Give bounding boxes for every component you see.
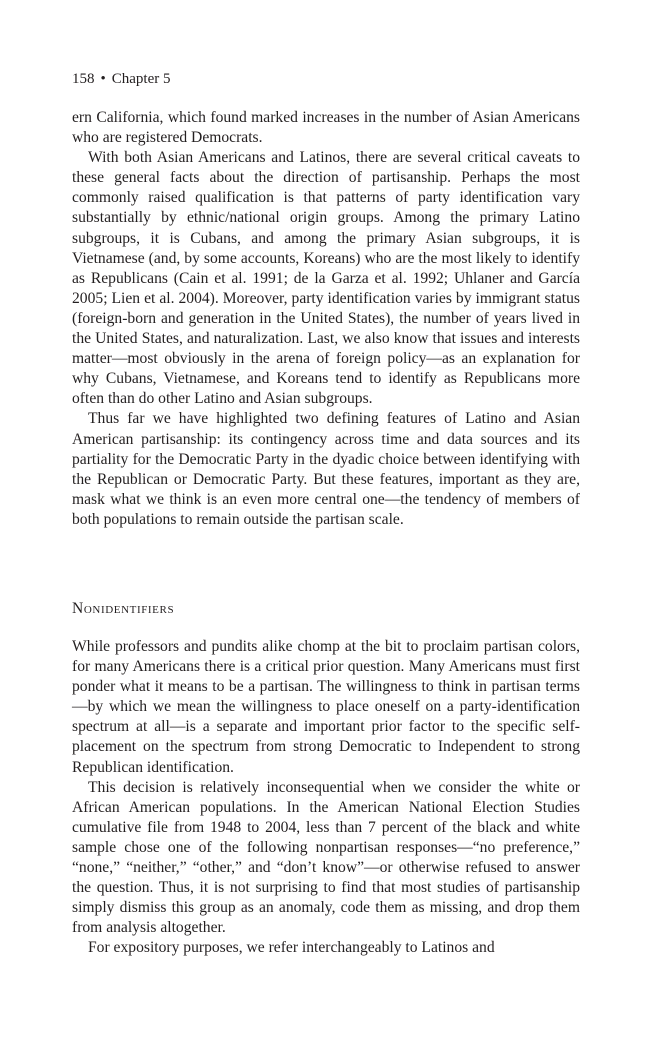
section-heading: Nonidentifiers — [72, 600, 175, 617]
bullet-separator: • — [100, 71, 106, 87]
paragraph-inconsequential: This decision is relatively inconsequential when we consider the white or African American populations. In the American National Election Studies cumulative file from 1948 to 2004, less than 7 percent of the black and white sample chose one of the following nonpartisan responses—“no preference,” “none,” “neither,” “other,” and “don’t know”—or otherwise refused to answer the question. Thus, it is not surprising to find that most studies of partisanship simply dismiss this group as an anomaly, code them as missing, and drop them from analysis altogether. — [72, 778, 580, 937]
paragraph-defining-features: Thus far we have highlighted two defining features of Latino and Asian American partisanship: its contingency across time and data sources and its partiality for the Democratic Party in the dyadic choice between identifying with the Republican or Democratic Party. But these features, important as they are, mask what we think is an even more central one—the tendency of members of both populations to remain outside the partisan scale. — [72, 410, 580, 528]
body-text-before-heading — [72, 108, 580, 530]
paragraph-continued: ern California, which found marked increases in the number of Asian Americans who are registered Democrats. — [72, 109, 580, 147]
paragraph-caveats: With both Asian Americans and Latinos, there are several critical caveats to these general facts about the direction of partisanship. Perhaps the most commonly raised qualification is that patterns of party identification vary substantially by ethnic/national origin groups. Among the primary Latino subgroups, it is Cubans, and among the primary Asian subgroups, it is Vietnamese (and, by some accounts, Koreans) who are the most likely to identify as Republicans (Cain et al. 1991; de la Garza et al. 1992; Uhlaner and García 2005; Lien et al. 2004). Moreover, party identification varies by immigrant status (foreign-born and generation in the United States), the number of years lived in the United States, and naturalization. Last, we also know that issues and interests matter—most obviously in the arena of foreign policy—as an explanation for why Cubans, Vietnamese, and Koreans tend to identify as Republicans more often than do other Latino and Asian subgroups. — [72, 149, 580, 408]
page-number: 158 — [72, 71, 95, 87]
paragraph-prior-question: While professors and pundits alike chomp at the bit to proclaim partisan colors, for many Americans there is a critical prior question. Many Americans must first ponder what it means to be a partisan. The willingness to think in partisan terms—by which we mean the willingness to place oneself on a party-identification spectrum at all—is a separate and important prior factor to the specific self-placement on the spectrum from strong Democratic to Independent to strong Republican identification. — [72, 638, 580, 776]
chapter-label: Chapter 5 — [111, 71, 171, 87]
running-head — [72, 70, 171, 88]
paragraph-expository: For expository purposes, we refer interchangeably to Latinos and — [88, 939, 495, 957]
body-text-after-heading — [72, 637, 580, 959]
